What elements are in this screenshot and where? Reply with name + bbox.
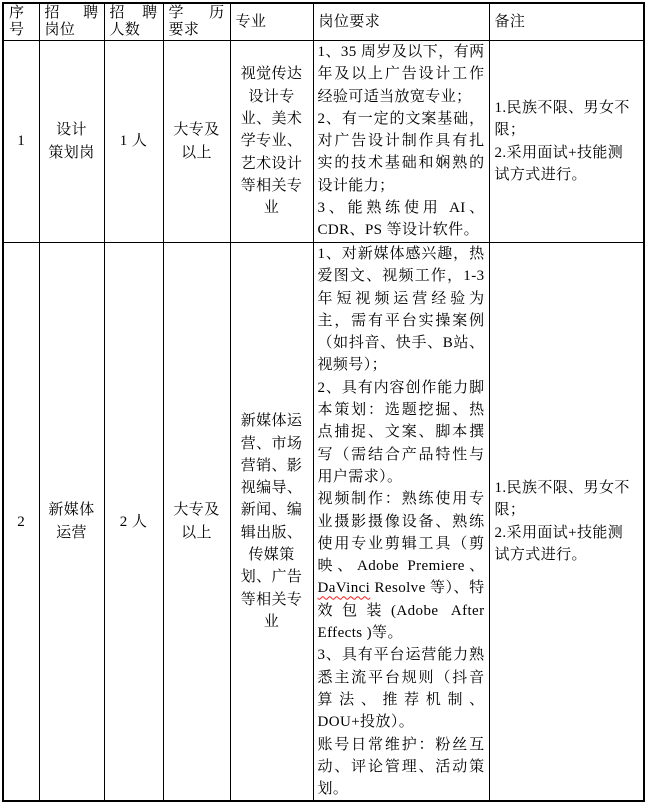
requirement-item: 3、能熟练使用 AI、CDR、PS 等设计软件。 xyxy=(317,200,485,239)
header-seq xyxy=(3,3,39,41)
header-major: 专业 xyxy=(230,3,313,41)
cell-education xyxy=(163,41,230,243)
requirement-item: 1、对新媒体感兴趣，热爱图文、视频工作，1-3 年短视频运营经验为主，需有平台实操案例（如抖音、快手、B站、视频号）； xyxy=(317,246,485,374)
note-item: 1.民族不限、男女不限； xyxy=(494,99,630,139)
table-row-newmedia-position xyxy=(3,243,644,802)
education-line: 以上 xyxy=(181,144,212,161)
requirement-item: 3、具有平台运营能力熟悉主流平台规则（抖音算法、推荐机制、DOU+投放）。 xyxy=(317,647,485,731)
header-notes: 备注 xyxy=(489,3,644,41)
position-line: 运营 xyxy=(56,524,87,541)
note-item: 2.采用面试+技能测试方式进行。 xyxy=(494,144,624,183)
position-line: 设计 xyxy=(56,122,87,139)
cell-position xyxy=(39,41,104,243)
position-line: 策划岗 xyxy=(48,144,95,161)
header-education xyxy=(163,3,230,41)
header-headcount-line1: 招 聘 xyxy=(109,5,158,21)
header-seq-line1: 序 xyxy=(9,5,25,21)
education-line: 大专及 xyxy=(173,122,220,139)
cell-notes xyxy=(489,243,644,802)
header-education-line2: 要求 xyxy=(168,22,200,38)
header-requirements: 岗位要求 xyxy=(313,3,489,41)
header-position-line1: 招 聘 xyxy=(44,5,99,21)
requirement-item: 账号日常维护：粉丝互动、评论管理、活动策划。 xyxy=(317,736,485,798)
cell-seq: 1 xyxy=(3,41,39,243)
cell-position xyxy=(39,243,104,802)
cell-headcount: 1 人 xyxy=(104,41,163,243)
header-seq-line2: 号 xyxy=(9,22,25,38)
education-line: 以上 xyxy=(181,524,212,541)
education-line: 大专及 xyxy=(173,502,220,519)
requirement-item: 视频制作：熟练使用专业摄影摄像设备、熟练使用专业剪辑工具（剪映、Adobe Premiere、DaVinci Resolve 等）、特效包装(Adobe After Effects )等。 xyxy=(317,491,485,642)
requirement-item: 1、35 周岁及以下，有两年及以上广告设计工作经验可适当放宽专业； xyxy=(317,44,485,105)
note-item: 2.采用面试+技能测试方式进行。 xyxy=(494,524,624,563)
cell-seq: 2 xyxy=(3,243,39,802)
requirement-item: 2、有一定的文案基础，对广告设计制作具有扎实的技术基础和娴熟的设计能力； xyxy=(317,110,485,194)
position-line: 新媒体 xyxy=(48,502,95,519)
table-row-design-position xyxy=(3,41,644,243)
cell-major: 新媒体运营、市场营销、影视编导、新闻、编辑出版、传媒策划、广告等相关专业 xyxy=(230,243,313,802)
header-position xyxy=(39,3,104,41)
cell-notes xyxy=(489,41,644,243)
header-headcount xyxy=(104,3,163,41)
header-education-line1: 学 历 xyxy=(168,5,225,21)
header-position-line2: 岗位 xyxy=(44,22,76,38)
cell-major: 视觉传达设计专业、美术学专业、艺术设计等相关专业 xyxy=(230,41,313,243)
header-row xyxy=(3,3,644,41)
requirement-item: 2、具有内容创作能力脚本策划：选题挖掘、热点捕捉、文案、脚本撰写（需结合产品特性与用户需求）。 xyxy=(317,379,485,485)
cell-education xyxy=(163,243,230,802)
note-item: 1.民族不限、男女不限； xyxy=(494,480,630,519)
cell-requirements xyxy=(313,41,489,243)
spellcheck-underline: DaVinci xyxy=(317,580,371,597)
cell-headcount: 2 人 xyxy=(104,243,163,802)
recruitment-table xyxy=(2,2,645,802)
header-headcount-line2: 人数 xyxy=(109,22,141,38)
cell-requirements xyxy=(313,243,489,802)
